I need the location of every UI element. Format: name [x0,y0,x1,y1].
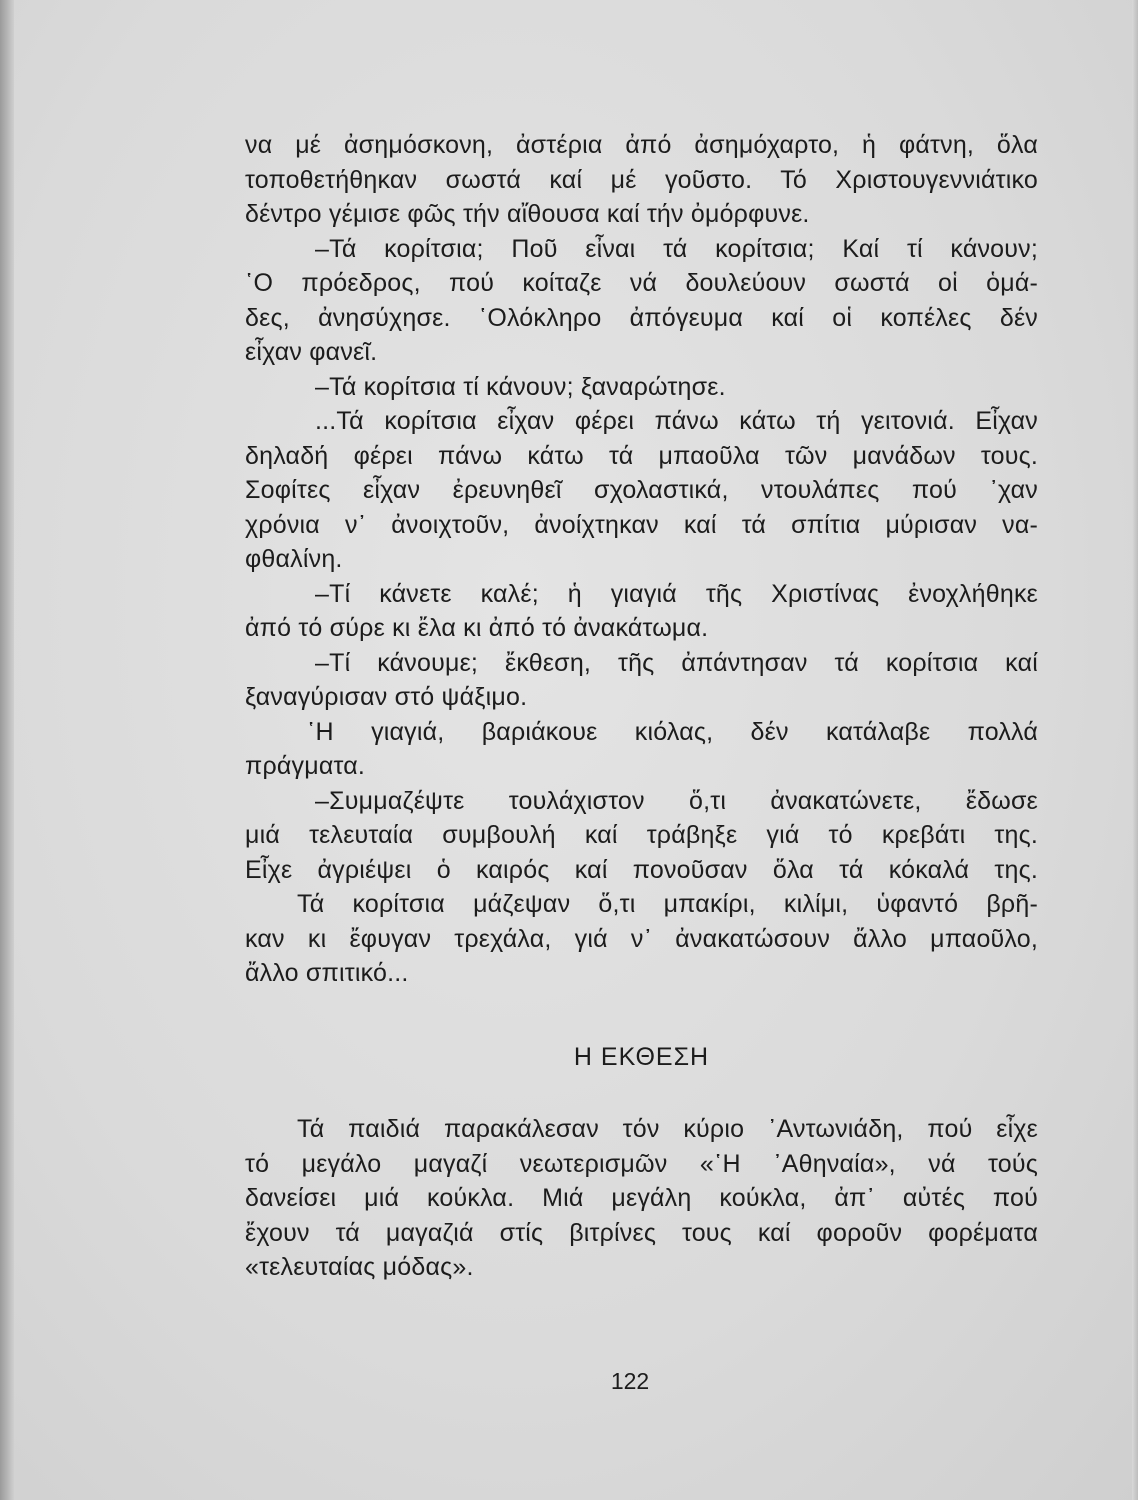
text-line: ...Τά κορίτσια εἶχαν φέρει πάνω κάτω τή γειτονιά. Εἶχαν [315,407,1038,435]
page-number: 122 [610,1368,650,1394]
page-binding-shadow [0,0,14,1500]
text-line: –Τά κορίτσια τί κάνουν; ξαναρώτησε. [315,372,726,401]
text-line: φθαλίνη. [245,545,343,573]
text-line: πράγματα. [245,752,366,780]
text-line: δέντρο γέμισε φῶς τήν αἴθουσα καί τήν ὀμόρφυνε. [245,200,810,228]
text-line: ξαναγύρισαν στό ψάξιμο. [245,683,528,711]
text-line: –Συμμαζέψτε τουλάχιστον ὅ,τι ἀνακατώνετε, ἔδωσε [315,786,1038,815]
text-line: –Τά κορίτσια; Ποῦ εἶναι τά κορίτσια; Καί τί κάνουν; [315,234,1038,263]
text-line: Τά παιδιά παρακάλεσαν τόν κύριο ᾽Αντωνιάδη, πού εἶχε [297,1115,1038,1143]
text-line: –Τί κάνετε καλέ; ἡ γιαγιά τῆς Χριστίνας ἐνοχλήθηκε [315,579,1038,608]
text-line: καν κι ἔφυγαν τρεχάλα, γιά ν᾽ ἀνακατώσουν ἄλλο μπαοῦλο, [245,924,1038,953]
text-line: ἄλλο σπιτικό... [245,959,409,987]
text-line: δανείσει μιά κούκλα. Μιά μεγάλη κούκλα, ἀπ᾽ αὐτές πού [245,1184,1038,1212]
text-line: ῾Η γιαγιά, βαριάκουε κιόλας, δέν κατάλαβε πολλά [307,717,1038,746]
text-line: τοποθετήθηκαν σωστά καί μέ γοῦστο. Τό Χριστουγεννιάτικο [245,165,1038,194]
text-line: ἀπό τό σύρε κι ἔλα κι ἀπό τό ἀνακάτωμα. [245,614,709,642]
text-line: χρόνια ν᾽ ἀνοιχτοῦν, ἀνοίχτηκαν καί τά σπίτια μύρισαν να- [245,510,1038,539]
text-line: Τά κορίτσια μάζεψαν ὅ,τι μπακίρι, κιλίμι, ὑφαντό βρῆ- [297,890,1038,918]
text-line: Σοφίτες εἶχαν ἐρευνηθεῖ σχολαστικά, ντουλάπες πού ᾽χαν [245,476,1038,504]
page-edge-shadow [1132,0,1138,1500]
text-line: –Τί κάνουμε; ἔκθεση, τῆς ἀπάντησαν τά κορίτσια καί [315,648,1038,677]
text-line: «τελευταίας μόδας». [245,1253,474,1281]
section-text [245,1112,1038,1285]
section-heading: Η ΕΚΘΕΣΗ [573,1043,710,1071]
body-text [245,128,1038,991]
text-line: να μέ ἀσημόσκονη, ἀστέρια ἀπό ἀσημόχαρτο, ἡ φάτνη, ὅλα [245,131,1038,159]
text-line: τό μεγάλο μαγαζί νεωτερισμῶν «῾Η ᾽Αθηναία», νά τούς [245,1149,1038,1178]
text-line: δηλαδή φέρει πάνω κάτω τά μπαοῦλα τῶν μανάδων τους. [245,441,1038,470]
text-line: Εἶχε ἀγριέψει ὁ καιρός καί πονοῦσαν ὅλα τά κόκαλά της. [245,855,1038,884]
text-line: μιά τελευταία συμβουλή καί τράβηξε γιά τό κρεβάτι της. [245,821,1038,849]
text-line: δες, ἀνησύχησε. ῾Ολόκληρο ἀπόγευμα καί οἱ κοπέλες δέν [245,303,1038,332]
text-line: εἶχαν φανεῖ. [245,338,378,366]
text-line: ῾Ο πρόεδρος, πού κοίταζε νά δουλεύουν σωστά οἱ ὁμά- [245,269,1038,297]
text-line: ἔχουν τά μαγαζιά στίς βιτρίνες τους καί φοροῦν φορέματα [245,1218,1038,1247]
